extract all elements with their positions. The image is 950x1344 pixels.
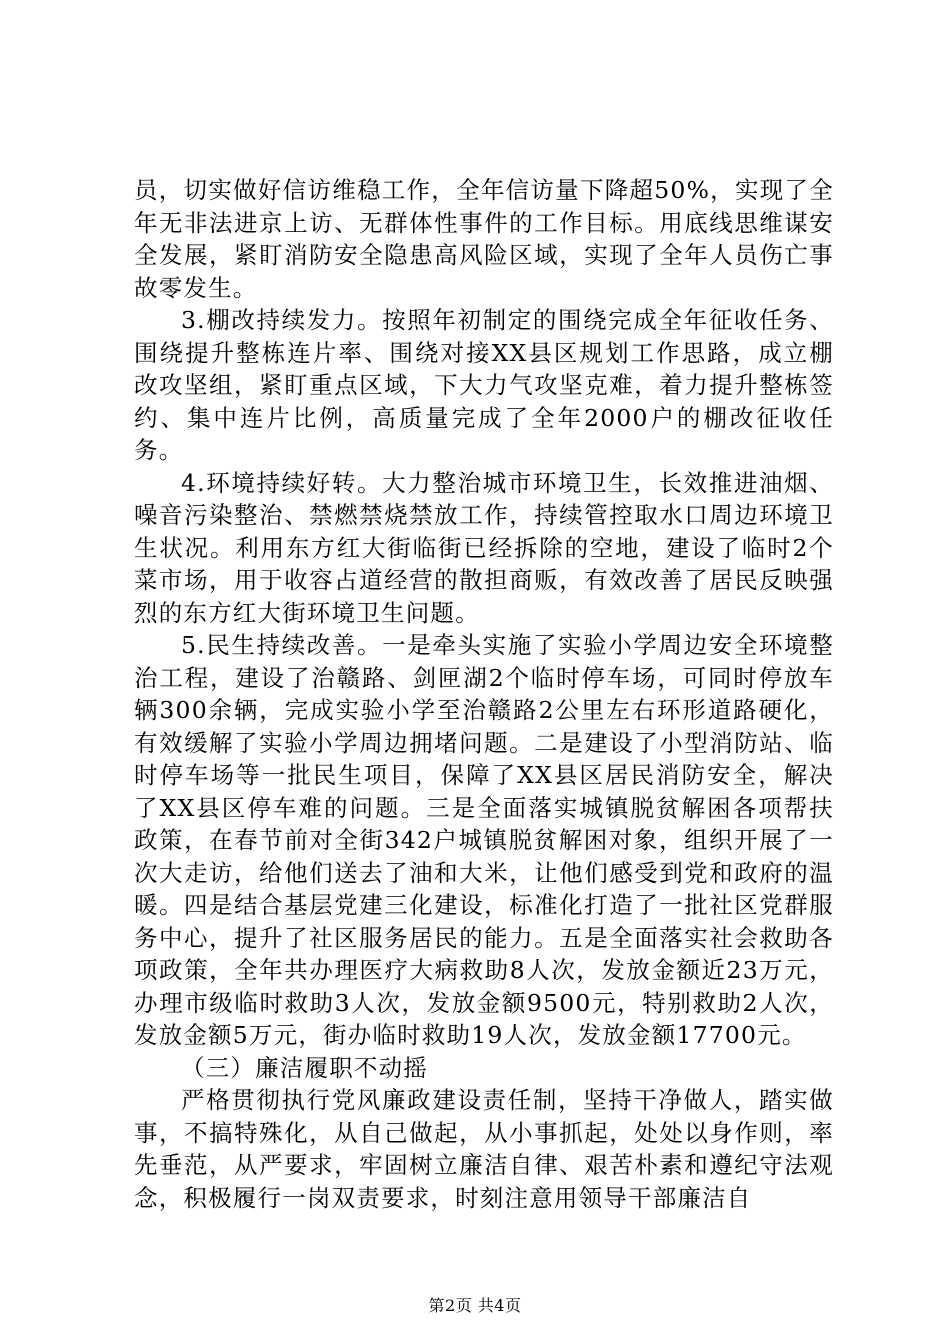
document-body (134, 174, 834, 1214)
paragraph-environment: 4.环境持续好转。大力整治城市环境卫生，长效推进油烟、噪音污染整治、禁燃禁烧禁放工作，持续管控取水口周边环境卫生状况。利用东方红大街临街已经拆除的空地，建设了临时2个菜市场，用于收容占道经营的散担商贩，有效改善了居民反映强烈的东方红大街环境卫生问题。 (134, 468, 834, 627)
paragraph-continuation: 员，切实做好信访维稳工作，全年信访量下降超50%，实现了全年无非法进京上访、无群体性事件的工作目标。用底线思维谋安全发展，紧盯消防安全隐患高风险区域，实现了全年人员伤亡事故零发生。 (134, 176, 834, 302)
paragraph-shantytown-renovation: 3.棚改持续发力。按照年初制定的围绕完成全年征收任务、围绕提升整栋连片率、围绕对接XX县区规划工作思路，成立棚改攻坚组，紧盯重点区域，下大力气攻坚克难，着力提升整栋签约、集中连片比例，高质量完成了全年2000户的棚改征收任务。 (134, 306, 834, 464)
paragraph-livelihood: 5.民生持续改善。一是牵头实施了实验小学周边安全环境整治工程，建设了治赣路、剑匣湖2个临时停车场，可同时停放车辆300余辆，完成实验小学至治赣路2公里左右环形道路硬化，有效缓解了实验小学周边拥堵问题。二是建设了小型消防站、临时停车场等一批民生项目，保障了XX县区居民消防安全，解决了XX县区停车难的问题。三是全面落实城镇脱贫解困各项帮扶政策，在春节前对全街342户城镇脱贫解困对象，组织开展了一次大走访，给他们送去了油和大米，让他们感受到党和政府的温暖。四是结合基层党建三化建设，标准化打造了一批社区党群服务中心，提升了社区服务居民的能力。五是全面落实社会救助各项政策，全年共办理医疗大病救助8人次，发放金额近23万元，办理市级临时救助3人次，发放金额9500元，特别救助2人次，发放金额5万元，街办临时救助19人次，发放金额17700元。 (134, 631, 834, 1049)
page-footer: 第2页 共4页 (428, 1296, 522, 1315)
paragraph-integrity: 严格贯彻执行党风廉政建设责任制，坚持干净做人，踏实做事，不搞特殊化，从自己做起，从小事抓起，处处以身作则，率先垂范，从严要求，牢固树立廉洁自律、艰苦朴素和遵纪守法观念，积极履行一岗双责要求，时刻注意用领导干部廉洁自 (134, 1086, 834, 1212)
section-heading-integrity: （三）廉洁履职不动摇 (181, 1053, 428, 1082)
